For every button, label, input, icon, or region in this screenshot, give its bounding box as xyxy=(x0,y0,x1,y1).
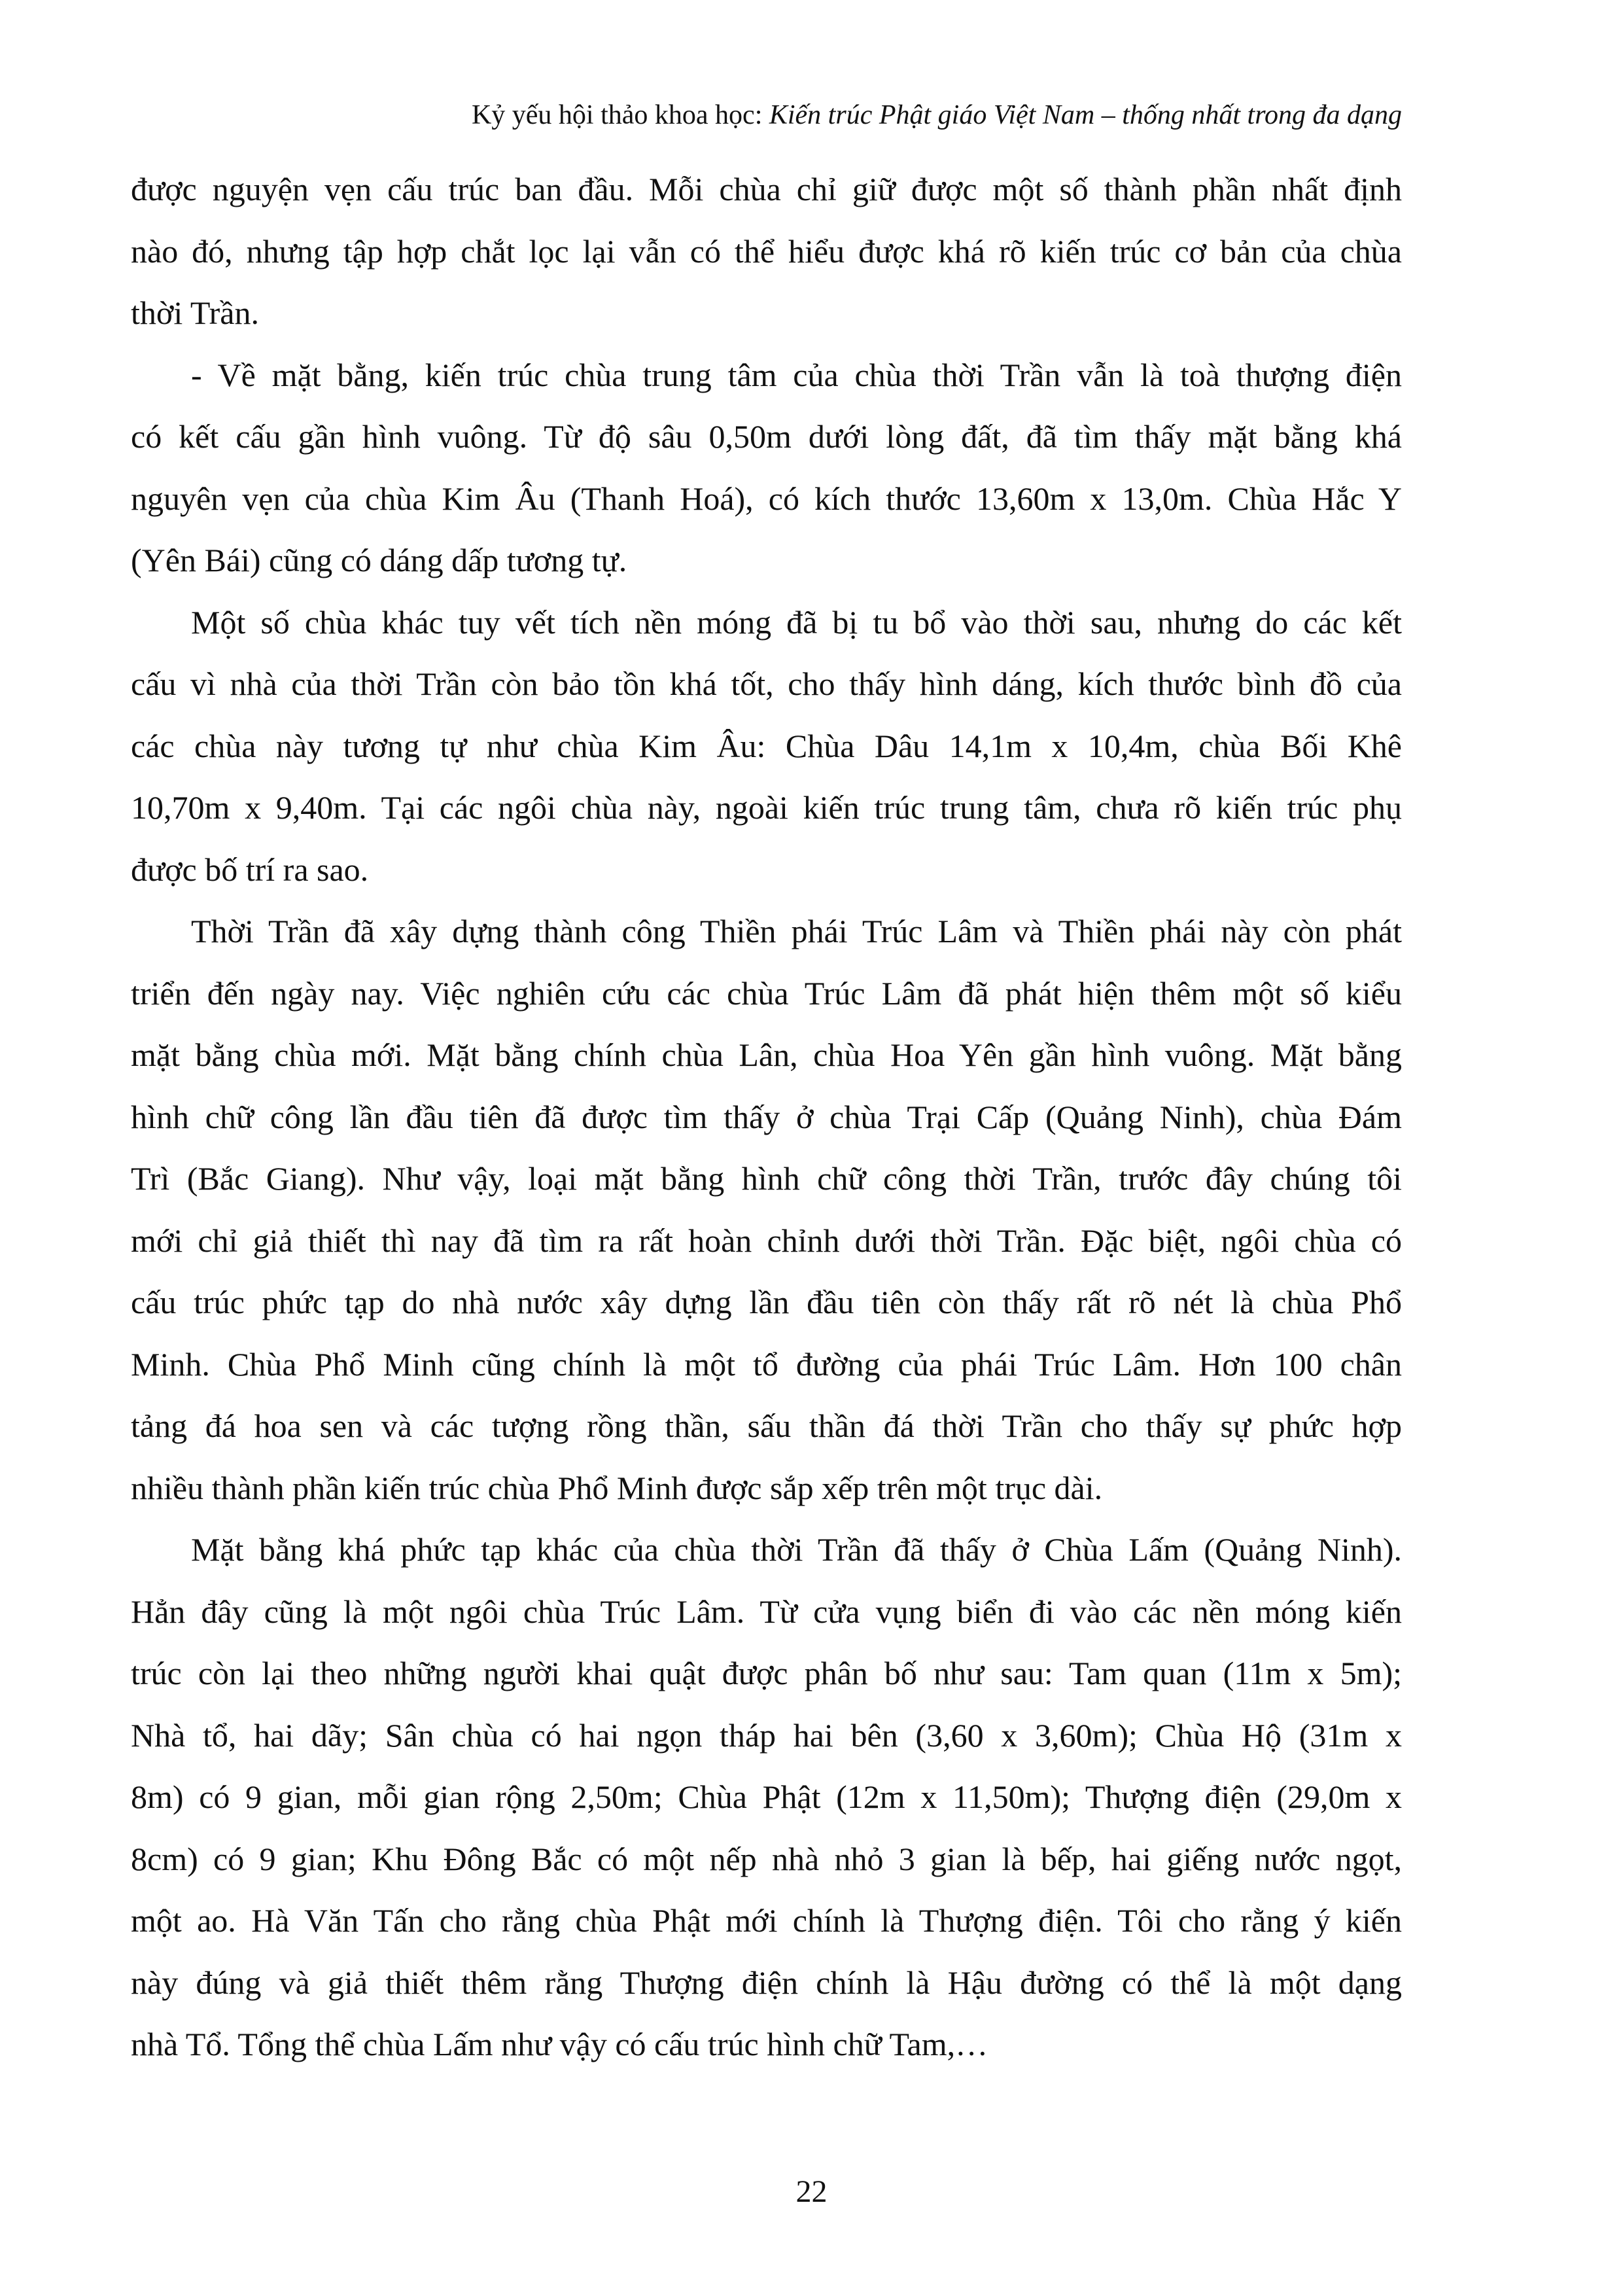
text-line: - Về mặt bằng, kiến trúc chùa trung tâm của chùa thời Trần vẫn là toà thượng điện xyxy=(191,356,1402,393)
text-line: hình chữ công lần đầu tiên đã được tìm thấy ở chùa Trại Cấp (Quảng Ninh), chùa Đám xyxy=(131,1098,1402,1135)
header-title: Kiến trúc Phật giáo Việt Nam – thống nhất trong đa dạng xyxy=(769,100,1402,130)
text-line: (Yên Bái) cũng có dáng dấp tương tự. xyxy=(131,542,627,578)
text-line: cấu vì nhà của thời Trần còn bảo tồn khá tốt, cho thấy hình dáng, kích thước bình đồ của xyxy=(131,665,1402,702)
paragraph xyxy=(131,900,1402,1519)
text-line: Minh. Chùa Phổ Minh cũng chính là một tổ đường của phái Trúc Lâm. Hơn 100 chân xyxy=(131,1345,1402,1383)
text-line: này đúng và giả thiết thêm rằng Thượng điện chính là Hậu đường có thể là một dạng xyxy=(131,1964,1402,2001)
paragraph xyxy=(131,592,1402,901)
text-line: có kết cấu gần hình vuông. Từ độ sâu 0,50m dưới lòng đất, đã tìm thấy mặt bằng khá xyxy=(131,418,1402,455)
paragraph xyxy=(131,1519,1402,2075)
paragraph xyxy=(131,344,1402,592)
body-text xyxy=(131,158,1402,2075)
text-line: trúc còn lại theo những người khai quật được phân bố như sau: Tam quan (11m x 5m); xyxy=(131,1655,1402,1691)
text-line: mới chỉ giả thiết thì nay đã tìm ra rất hoàn chỉnh dưới thời Trần. Đặc biệt, ngôi chùa có xyxy=(131,1222,1402,1259)
text-line: được nguyện vẹn cấu trúc ban đầu. Mỗi chùa chỉ giữ được một số thành phần nhất định xyxy=(131,171,1402,207)
running-header xyxy=(472,96,1402,135)
text-line: nhiều thành phần kiến trúc chùa Phổ Minh được sắp xếp trên một trục dài. xyxy=(131,1469,1103,1506)
text-line: tảng đá hoa sen và các tượng rồng thần, sấu thần đá thời Trần cho thấy sự phức hợp xyxy=(131,1407,1402,1444)
text-line: 8m) có 9 gian, mỗi gian rộng 2,50m; Chùa Phật (12m x 11,50m); Thượng điện (29,0m x xyxy=(131,1778,1402,1815)
text-line: nguyên vẹn của chùa Kim Âu (Thanh Hoá), có kích thước 13,60m x 13,0m. Chùa Hắc Y xyxy=(131,480,1402,517)
text-line: cấu trúc phức tạp do nhà nước xây dựng lần đầu tiên còn thấy rất rõ nét là chùa Phổ xyxy=(131,1284,1402,1320)
text-line: Hẳn đây cũng là một ngôi chùa Trúc Lâm. Từ cửa vụng biển đi vào các nền móng kiến xyxy=(131,1593,1402,1630)
text-line: một ao. Hà Văn Tấn cho rằng chùa Phật mới chính là Thượng điện. Tôi cho rằng ý kiến xyxy=(131,1902,1402,1939)
text-line: Mặt bằng khá phức tạp khác của chùa thời Trần đã thấy ở Chùa Lấm (Quảng Ninh). xyxy=(191,1531,1402,1568)
text-line: các chùa này tương tự như chùa Kim Âu: Chùa Dâu 14,1m x 10,4m, chùa Bối Khê xyxy=(131,727,1402,764)
text-line: Nhà tổ, hai dãy; Sân chùa có hai ngọn tháp hai bên (3,60 x 3,60m); Chùa Hộ (31m x xyxy=(131,1716,1402,1754)
text-line: Một số chùa khác tuy vết tích nền móng đã bị tu bổ vào thời sau, nhưng do các kết xyxy=(191,603,1402,641)
text-line: 8cm) có 9 gian; Khu Đông Bắc có một nếp nhà nhỏ 3 gian là bếp, hai giếng nước ngọt, xyxy=(131,1840,1402,1877)
text-line: triển đến ngày nay. Việc nghiên cứu các chùa Trúc Lâm đã phát hiện thêm một số kiểu xyxy=(131,974,1402,1012)
page-number: 22 xyxy=(795,2174,828,2209)
paragraph xyxy=(131,158,1402,344)
text-line: mặt bằng chùa mới. Mặt bằng chính chùa Lân, chùa Hoa Yên gần hình vuông. Mặt bằng xyxy=(131,1036,1402,1073)
text-line: thời Trần. xyxy=(131,294,259,331)
text-line: 10,70m x 9,40m. Tại các ngôi chùa này, ngoài kiến trúc trung tâm, chưa rõ kiến trúc phụ xyxy=(131,789,1402,826)
text-line: nhà Tổ. Tổng thể chùa Lấm như vậy có cấu trúc hình chữ Tam,… xyxy=(131,2026,988,2062)
header-prefix: Kỷ yếu hội thảo khoa học: xyxy=(471,100,769,130)
text-line: Thời Trần đã xây dựng thành công Thiền phái Trúc Lâm và Thiền phái này còn phát xyxy=(191,913,1402,949)
text-line: nào đó, nhưng tập hợp chắt lọc lại vẫn có thể hiểu được khá rõ kiến trúc cơ bản của chùa xyxy=(131,232,1402,270)
text-line: được bố trí ra sao. xyxy=(131,851,369,888)
text-line: Trì (Bắc Giang). Như vậy, loại mặt bằng hình chữ công thời Trần, trước đây chúng tôi xyxy=(131,1160,1402,1197)
